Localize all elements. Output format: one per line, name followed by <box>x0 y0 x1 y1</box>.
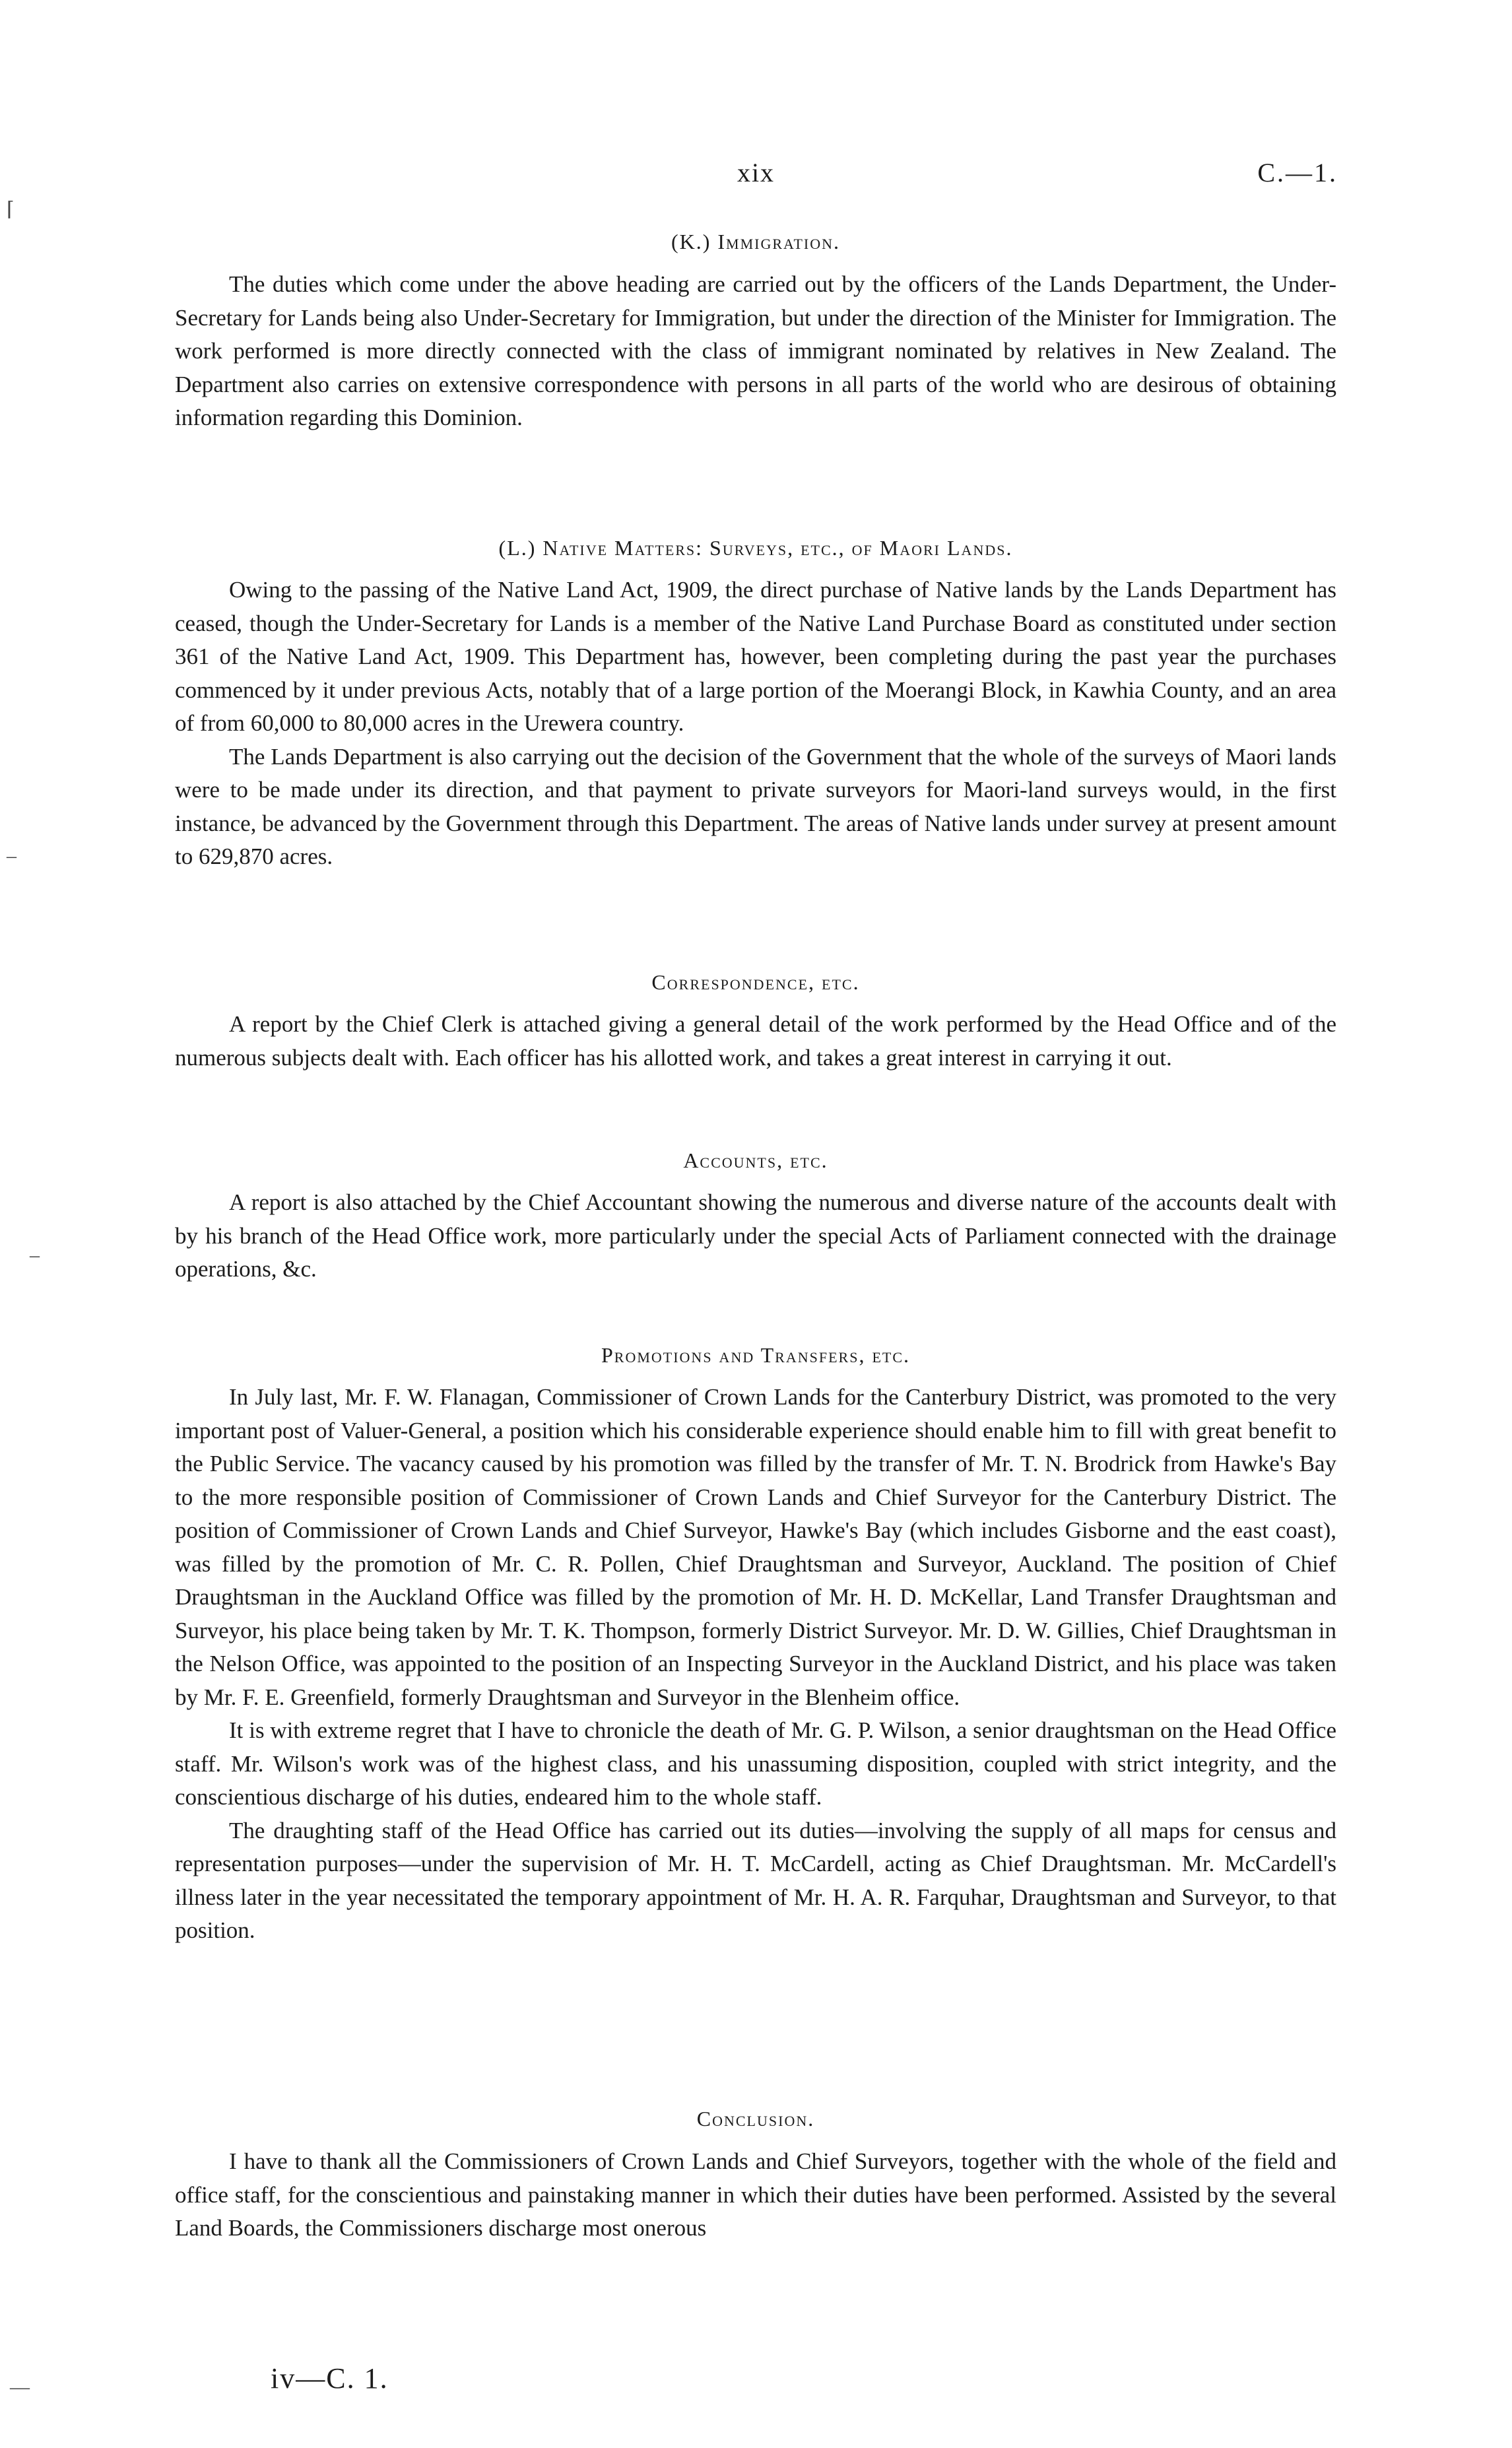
scan-edge-mark: ⌈ <box>7 199 15 220</box>
section-heading: Promotions and Transfers, etc. <box>601 1343 911 1367</box>
section-immigration-body <box>175 268 1336 435</box>
footer-signature: iv—C. 1. <box>271 2362 389 2395</box>
page-number: xix <box>737 158 775 187</box>
section-heading: (K.) Immigration. <box>671 230 841 253</box>
document-reference: C.—1. <box>1257 158 1338 187</box>
scan-edge-mark: – <box>7 845 16 867</box>
section-immigration <box>175 230 1336 254</box>
section-accounts <box>175 1148 1336 1173</box>
section-correspondence-body <box>175 1008 1336 1075</box>
paragraph: The duties which come under the above heading are carried out by the officers of the Lands Department, the Under-Secretary for Lands being also Under-Secretary for Immigration, but under the direction of the Minister for Immigration. The work performed is more directly connected with the class of immigrant nominated by relatives in New Zealand. The Department also carries on extensive correspondence with persons in all parts of the world who are desirous of obtaining information regarding this Dominion. <box>175 271 1336 430</box>
paragraph: The draughting staff of the Head Office has carried out its duties—involving the supply of all maps for census and representation purposes—under the supervision of Mr. H. T. McCardell, acting as Chief Draughtsman. Mr. McCardell's illness later in the year necessitated the temporary appointment of Mr. H. A. R. Farquhar, Draughtsman and Surveyor, to that position. <box>175 1817 1336 1943</box>
section-correspondence <box>175 970 1336 995</box>
paragraph: A report is also attached by the Chief Accountant showing the numerous and diverse nature of the accounts dealt with by his branch of the Head Office work, more particularly under the special Acts of Parliament connected with the drainage operations, &c. <box>175 1189 1336 1282</box>
paragraph: Owing to the passing of the Native Land Act, 1909, the direct purchase of Native lands by the Lands Department has ceased, though the Under-Secretary for Lands is a member of the Native Land Purchase Board as constituted under section 361 of the Native Land Act, 1909. This Department has, however, been completing during the past year the purchases commenced by it under previous Acts, notably that of a large portion of the Moerangi Block, in Kawhia County, and an area of from 60,000 to 80,000 acres in the Urewera country. <box>175 577 1336 736</box>
section-accounts-body <box>175 1186 1336 1286</box>
section-heading: Accounts, etc. <box>683 1148 828 1172</box>
section-promotions <box>175 1343 1336 1368</box>
scan-edge-mark: – <box>30 1244 40 1266</box>
section-heading: Correspondence, etc. <box>651 970 860 994</box>
scan-edge-mark: — <box>10 2376 30 2398</box>
section-heading: (L.) Native Matters: Surveys, etc., of Maori Lands. <box>498 536 1013 560</box>
section-native-matters-body <box>175 574 1336 874</box>
section-native-matters <box>175 536 1336 560</box>
section-conclusion-body <box>175 2145 1336 2245</box>
section-heading: Conclusion. <box>696 2107 815 2131</box>
paragraph: In July last, Mr. F. W. Flanagan, Commissioner of Crown Lands for the Canterbury District, was promoted to the very important post of Valuer-General, a position which his considerable experience should enable him to fill with great benefit to the Public Service. The vacancy caused by his promotion was filled by the transfer of Mr. T. N. Brodrick from Hawke's Bay to the more responsible position of Commissioner of Crown Lands and Chief Surveyor for the Canterbury District. The position of Commissioner of Crown Lands and Chief Surveyor, Hawke's Bay (which includes Gisborne and the east coast), was filled by the promotion of Mr. C. R. Pollen, Chief Draughtsman and Surveyor, Auckland. The position of Chief Draughtsman in the Auckland Office was filled by the promotion of Mr. H. D. McKellar, Land Transfer Draughtsman and Surveyor, his place being taken by Mr. T. K. Thompson, formerly District Surveyor. Mr. D. W. Gillies, Chief Draughtsman in the Nelson Office, was appointed to the position of an Inspecting Surveyor in the Auckland District, and his place was taken by Mr. F. E. Greenfield, formerly Draughtsman and Surveyor in the Blenheim office. <box>175 1384 1336 1710</box>
paragraph: I have to thank all the Commissioners of Crown Lands and Chief Surveyors, together with the whole of the field and office staff, for the conscientious and painstaking manner in which their duties have been performed. Assisted by the several Land Boards, the Commissioners discharge most onerous <box>175 2148 1336 2241</box>
paragraph: The Lands Department is also carrying out the decision of the Government that the whole of the surveys of Maori lands were to be made under its direction, and that payment to private surveyors for Maori-land surveys would, in the first instance, be advanced by the Government through this Department. The areas of Native lands under survey at present amount to 629,870 acres. <box>175 743 1336 869</box>
section-conclusion <box>175 2107 1336 2131</box>
section-promotions-body <box>175 1381 1336 1948</box>
paragraph: It is with extreme regret that I have to chronicle the death of Mr. G. P. Wilson, a senior draughtsman on the Head Office staff. Mr. Wilson's work was of the highest class, and his unassuming disposition, coupled with strict integrity, and the conscientious discharge of his duties, endeared him to the whole staff. <box>175 1717 1336 1810</box>
paragraph: A report by the Chief Clerk is attached giving a general detail of the work performed by the Head Office and of the numerous subjects dealt with. Each officer has his allotted work, and takes a great interest in carrying it out. <box>175 1011 1336 1071</box>
